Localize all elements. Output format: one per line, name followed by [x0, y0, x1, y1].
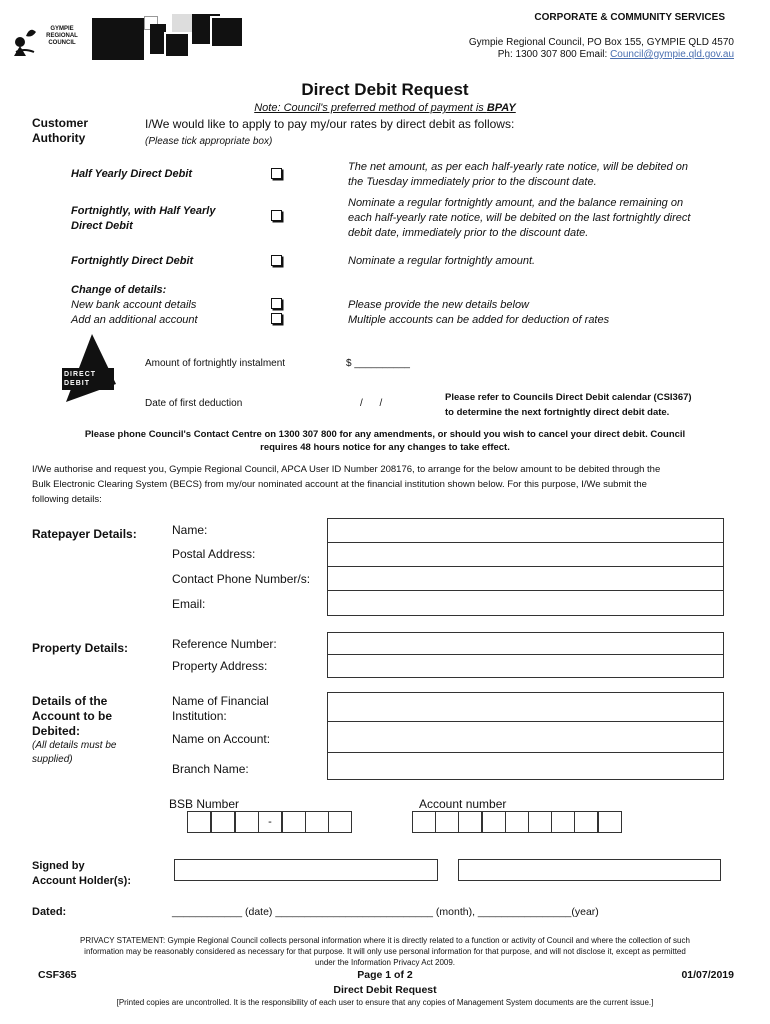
authority-label: Authority — [32, 131, 86, 145]
dated-blanks[interactable]: ____________ (date) ___________________________ (month), ________________(year) — [172, 906, 599, 918]
authority-intro: I/We would like to apply to pay my/our rates by direct debit as follows: — [145, 117, 515, 131]
account-digit-cell[interactable] — [458, 811, 482, 833]
property-address-label: Property Address: — [172, 659, 268, 673]
note-prefix: Note: Council's preferred method of payment is — [254, 102, 487, 114]
desc-line: the Tuesday immediately prior to the discount date. — [348, 176, 597, 188]
dated-label: Dated: — [32, 906, 67, 918]
reference-number-field[interactable] — [327, 632, 724, 655]
note-line: (All details must be — [32, 740, 117, 751]
account-digit-cell[interactable] — [435, 811, 459, 833]
council-address: Gympie Regional Council, PO Box 155, GYMPIE QLD 4570 — [468, 37, 734, 48]
signature-field-1[interactable] — [174, 859, 438, 881]
financial-institution-field[interactable] — [327, 692, 724, 722]
property-heading: Property Details: — [32, 641, 129, 655]
desc-line: Nominate a regular fortnightly amount, and the balance remaining on — [348, 197, 684, 209]
account-digit-cell[interactable] — [528, 811, 552, 833]
label-line: Direct Debit — [71, 220, 133, 232]
note-line: to determine the next fortnightly direct debit date. — [445, 407, 670, 418]
privacy-statement — [20, 935, 750, 968]
tick-hint: (Please tick appropriate box) — [145, 136, 273, 147]
account-note — [32, 739, 116, 767]
footer-form-title: Direct Debit Request — [333, 984, 437, 996]
instalment-amount-label: Amount of fortnightly instalment — [145, 358, 286, 369]
bsb-label: BSB Number — [169, 797, 240, 811]
add-account-desc: Multiple accounts can be added for deduction of rates — [348, 314, 610, 326]
bsb-digit-cell[interactable] — [211, 811, 235, 833]
phone-notice — [20, 428, 750, 454]
note-line: supplied) — [32, 754, 73, 765]
account-number-label: Account number — [419, 797, 507, 811]
account-digit-cell[interactable] — [482, 811, 506, 833]
new-bank-desc: Please provide the new details below — [348, 299, 530, 311]
email-link[interactable]: Council@gympie.qld.gov.au — [610, 49, 734, 60]
auth-line: following details: — [32, 494, 102, 505]
account-digit-cell[interactable] — [551, 811, 575, 833]
first-deduction-field[interactable]: / / — [360, 398, 383, 409]
name-label: Name: — [172, 523, 208, 537]
bsb-digit-cell[interactable] — [305, 811, 329, 833]
auth-line: I/We authorise and request you, Gympie Regional Council, APCA User ID Number 208176, to arrange for the below amount to be debited through the — [32, 464, 661, 475]
footer-disclaimer: [Printed copies are uncontrolled. It is the responsibility of each user to ensure that any copies of Management System documents are the current issue.] — [116, 998, 654, 1007]
account-digit-cell[interactable] — [574, 811, 598, 833]
notice-line: requires 48 hours notice for any changes to take effect. — [260, 442, 510, 453]
account-heading — [32, 694, 112, 739]
bsb-digit-cell[interactable] — [235, 811, 259, 833]
direct-debit-logo — [56, 332, 126, 404]
page-title: Direct Debit Request — [301, 80, 469, 99]
email-field[interactable] — [327, 590, 724, 616]
email-label: Email: — [172, 597, 206, 611]
auth-line: Bulk Electronic Clearing System (BECS) from my/our nominated account at the financial institution shown below. For this purpose, I/We submit the — [32, 479, 647, 490]
account-digit-cell[interactable] — [598, 811, 622, 833]
new-bank-label: New bank account details — [71, 299, 197, 311]
ratepayer-heading: Ratepayer Details: — [32, 527, 137, 541]
signed-line: Signed by — [32, 860, 85, 872]
option-fortnightly-checkbox[interactable] — [271, 255, 282, 266]
label-line: Name of Financial — [172, 694, 269, 708]
heading-line: Debited: — [32, 724, 80, 738]
postal-address-field[interactable] — [327, 542, 724, 567]
account-digit-cell[interactable] — [505, 811, 529, 833]
bsb-separator: - — [258, 811, 282, 833]
direct-debit-logo-text — [64, 370, 110, 388]
option-half-yearly-desc — [348, 160, 688, 190]
phone-label: Ph: 1300 307 800 Email: — [497, 49, 611, 60]
authorisation-text — [32, 462, 752, 507]
desc-line: each half-yearly rate notice, will be debited on the last fortnightly direct — [348, 212, 691, 224]
privacy-line: information may be reasonably considered as necessary for that purpose. It will only use personal information for that purpose, and will not disclose it, except as permitted — [84, 947, 686, 956]
contact-line — [400, 49, 734, 60]
option-half-yearly-label: Half Yearly Direct Debit — [71, 168, 193, 180]
branch-name-field[interactable] — [327, 752, 724, 780]
bsb-digit-cell[interactable] — [328, 811, 352, 833]
option-half-yearly-checkbox[interactable] — [271, 168, 282, 179]
option-fortnightly-half-yearly-checkbox[interactable] — [271, 210, 282, 221]
signed-line: Account Holder(s): — [32, 875, 131, 887]
note-line: Please refer to Councils Direct Debit calendar (CSI367) — [445, 392, 692, 403]
footer-date: 01/07/2019 — [681, 969, 734, 981]
notice-line: Please phone Council's Contact Centre on 1300 307 800 for any amendments, or should you wish to cancel your direct debit. Council — [84, 429, 686, 440]
logo-line: DIRECT — [64, 371, 97, 378]
label-line: Fortnightly, with Half Yearly — [71, 205, 216, 217]
customer-label: Customer — [32, 116, 89, 130]
privacy-line: under the Information Privacy Act 2009. — [314, 958, 456, 967]
bsb-digit-cell[interactable] — [282, 811, 306, 833]
financial-institution-label — [172, 694, 269, 724]
signature-field-2[interactable] — [458, 859, 721, 881]
add-account-label: Add an additional account — [71, 314, 198, 326]
contact-phone-label: Contact Phone Number/s: — [172, 572, 311, 586]
desc-line: The net amount, as per each half-yearly rate notice, will be debited on — [348, 161, 688, 173]
change-heading: Change of details: — [71, 284, 167, 296]
privacy-line: PRIVACY STATEMENT: Gympie Regional Council collects personal information where it is directly related to a function or activity of Council and where the collection of such — [80, 936, 690, 945]
heading-line: Details of the — [32, 694, 108, 708]
instalment-amount-field[interactable]: $ __________ — [346, 358, 410, 369]
heading-line: Account to be — [32, 709, 112, 723]
desc-line: debit date, immediately prior to the discount date. — [348, 227, 589, 239]
name-field[interactable] — [327, 518, 724, 543]
department-heading: CORPORATE & COMMUNITY SERVICES — [534, 12, 725, 23]
option-fortnightly-label: Fortnightly Direct Debit — [71, 255, 194, 267]
option-fortnightly-desc: Nominate a regular fortnightly amount. — [348, 255, 536, 267]
note-bpay: BPAY — [486, 102, 516, 114]
reference-number-label: Reference Number: — [172, 637, 277, 651]
new-bank-checkbox[interactable] — [271, 298, 282, 309]
customer-authority-label — [32, 116, 88, 146]
signed-label — [32, 859, 131, 889]
logo-line: DEBIT — [64, 380, 90, 387]
account-name-label: Name on Account: — [172, 732, 271, 746]
account-name-field[interactable] — [327, 721, 724, 753]
calendar-note — [445, 390, 692, 420]
option-fortnightly-half-yearly-desc — [348, 196, 690, 241]
bsb-digit-cell[interactable] — [187, 811, 211, 833]
form-code: CSF365 — [38, 969, 77, 981]
option-fortnightly-half-yearly-label — [71, 204, 215, 234]
account-digit-cell[interactable] — [412, 811, 436, 833]
bpay-note — [0, 102, 770, 114]
label-line: Institution: — [172, 709, 227, 723]
logo-text: GYMPIE REGIONAL COUNCIL — [46, 26, 78, 46]
header-graphic — [92, 14, 242, 62]
add-account-checkbox[interactable] — [271, 313, 282, 324]
first-deduction-label: Date of first deduction — [145, 398, 243, 409]
postal-address-label: Postal Address: — [172, 547, 256, 561]
branch-name-label: Branch Name: — [172, 762, 249, 776]
property-address-field[interactable] — [327, 654, 724, 678]
page-number: Page 1 of 2 — [357, 969, 413, 981]
contact-phone-field[interactable] — [327, 566, 724, 591]
